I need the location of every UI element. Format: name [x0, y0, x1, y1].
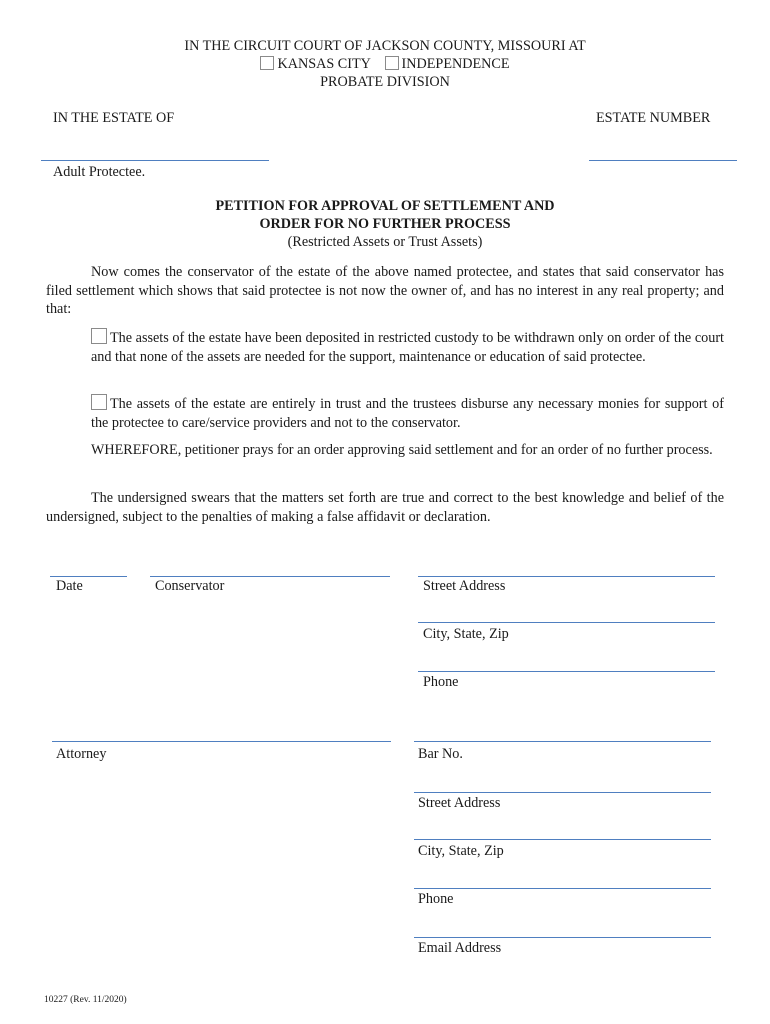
attorney-street-label: Street Address [418, 795, 501, 811]
independence-label: INDEPENDENCE [401, 56, 510, 72]
attorney-phone-label: Phone [418, 891, 454, 907]
option1-item [91, 328, 724, 366]
estate-of-label: IN THE ESTATE OF [53, 110, 175, 126]
conservator-label: Conservator [155, 578, 225, 594]
conservator-street-field[interactable] [418, 576, 715, 577]
form-number: 10227 (Rev. 11/2020) [44, 995, 127, 1005]
petition-title-line1: PETITION FOR APPROVAL OF SETTLEMENT AND [215, 198, 555, 214]
kansas-city-label: KANSAS CITY [277, 56, 371, 72]
wherefore-paragraph: WHEREFORE, petitioner prays for an order approving said settlement and for an order of no further process. [91, 442, 713, 458]
division-heading: PROBATE DIVISION [320, 74, 450, 90]
intro-paragraph: Now comes the conservator of the estate of the above named protectee, and states that said conservator has filed settlement which shows that said protectee is not now the owner of, and has no interest in any real property; and that: [46, 264, 724, 317]
attorney-city-field[interactable] [414, 839, 711, 840]
estate-number-label: ESTATE NUMBER [596, 110, 711, 126]
attorney-signature-field[interactable] [52, 741, 391, 742]
petition-subtitle: (Restricted Assets or Trust Assets) [287, 234, 483, 250]
petition-title-line2: ORDER FOR NO FURTHER PROCESS [259, 216, 511, 232]
date-label: Date [56, 578, 83, 594]
protectee-label: Adult Protectee. [53, 164, 146, 180]
option2-checkbox[interactable] [91, 394, 107, 410]
location-options [0, 56, 770, 73]
court-heading: IN THE CIRCUIT COURT OF JACKSON COUNTY, MISSOURI AT [184, 38, 586, 54]
estate-name-field[interactable] [41, 160, 269, 161]
conservator-phone-label: Phone [423, 674, 459, 690]
bar-number-field[interactable] [414, 741, 711, 742]
attorney-street-field[interactable] [414, 792, 711, 793]
conservator-city-label: City, State, Zip [423, 626, 509, 642]
conservator-phone-field[interactable] [418, 671, 715, 672]
attorney-email-field[interactable] [414, 937, 711, 938]
conservator-street-label: Street Address [423, 578, 506, 594]
attorney-phone-field[interactable] [414, 888, 711, 889]
attorney-label: Attorney [56, 746, 107, 762]
option2-item [91, 394, 724, 432]
kansas-city-checkbox[interactable] [260, 56, 274, 70]
conservator-signature-field[interactable] [150, 576, 390, 577]
estate-number-field[interactable] [589, 160, 737, 161]
option2-text: The assets of the estate are entirely in trust and the trustees disburse any necessary monies for support of the protectee to care/service providers and not to the conservator. [91, 396, 724, 431]
bar-number-label: Bar No. [418, 746, 463, 762]
swear-paragraph: The undersigned swears that the matters set forth are true and correct to the best knowledge and belief of the undersigned, subject to the penalties of making a false affidavit or declaration. [46, 490, 724, 525]
attorney-city-label: City, State, Zip [418, 843, 504, 859]
option1-text: The assets of the estate have been deposited in restricted custody to be withdrawn only on order of the court and that none of the assets are needed for the support, maintenance or education of said protectee. [91, 330, 724, 365]
conservator-city-field[interactable] [418, 622, 715, 623]
date-field[interactable] [50, 576, 127, 577]
independence-checkbox[interactable] [385, 56, 399, 70]
attorney-email-label: Email Address [418, 940, 502, 956]
option1-checkbox[interactable] [91, 328, 107, 344]
